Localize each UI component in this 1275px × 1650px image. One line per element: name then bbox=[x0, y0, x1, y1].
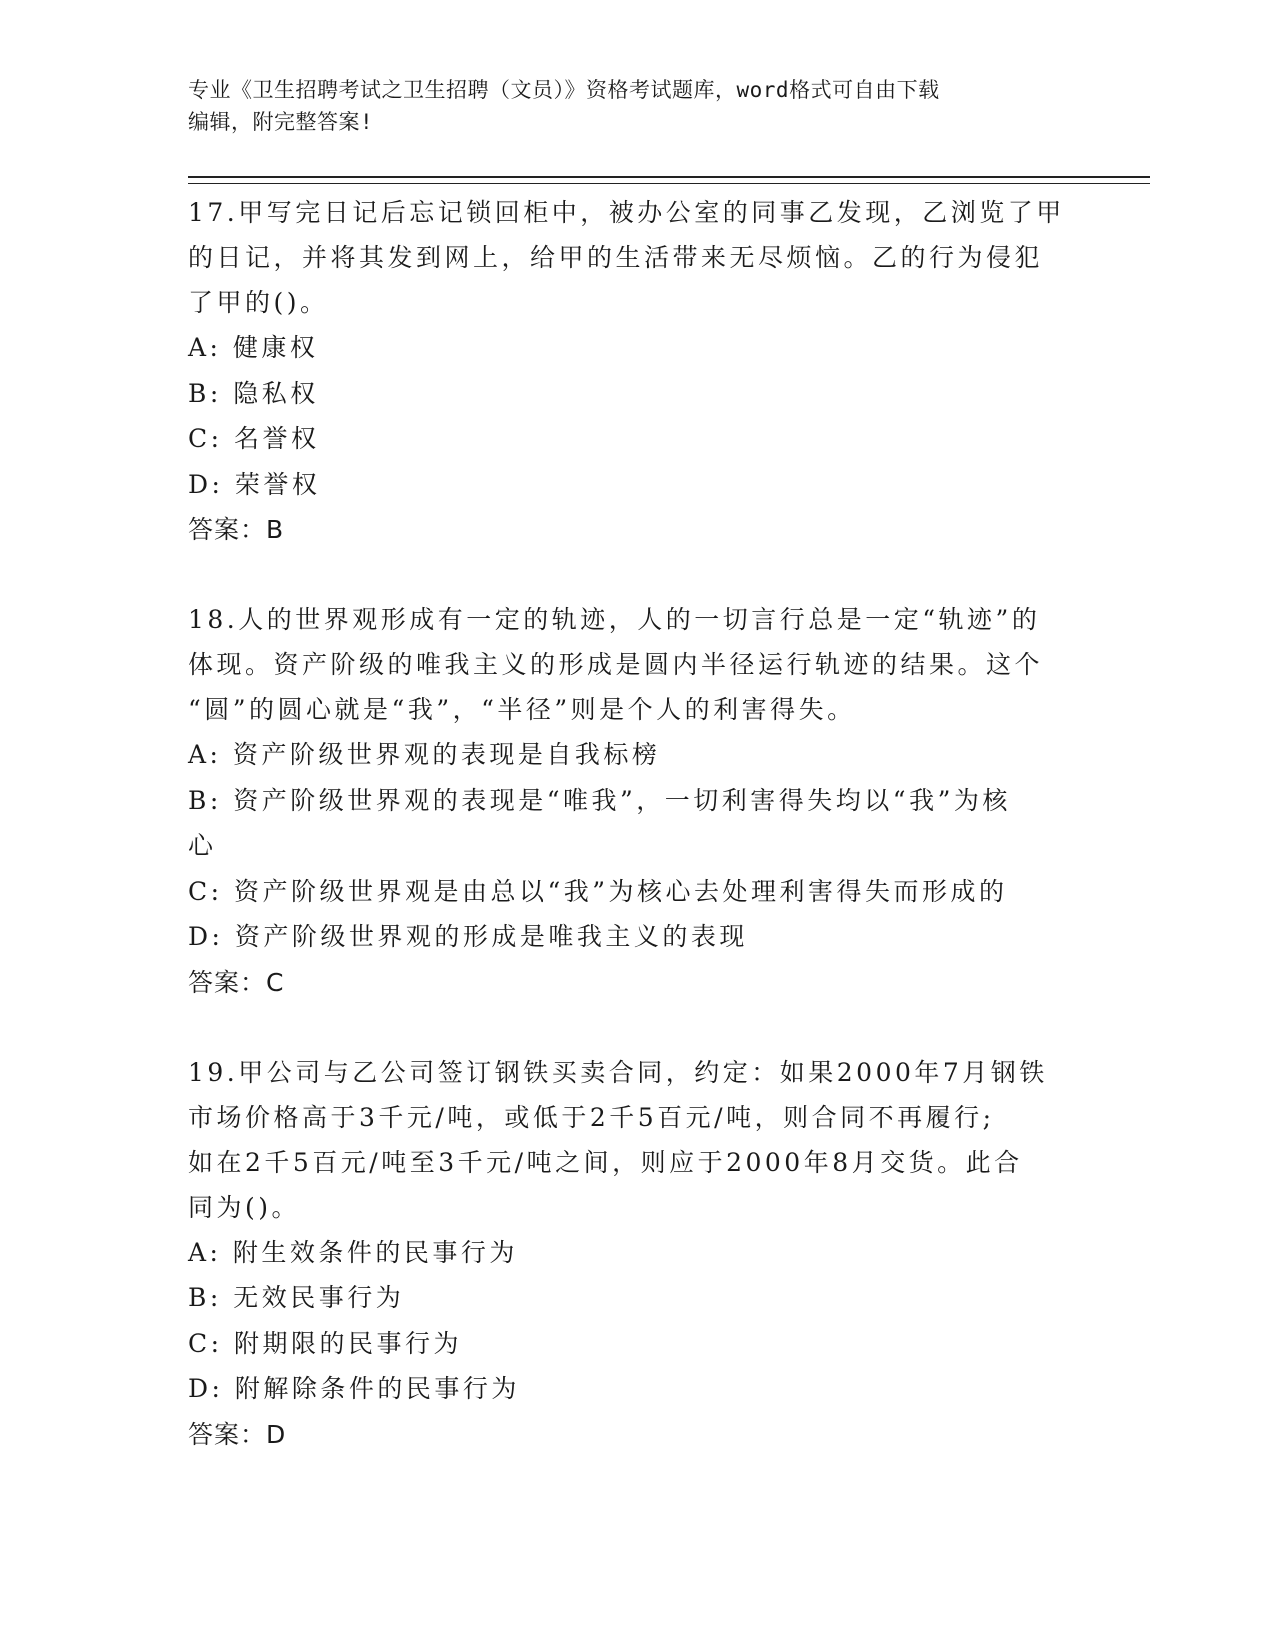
question-stem-line: 了甲的()。 bbox=[188, 288, 329, 317]
option-b: B: 隐私权 bbox=[188, 378, 319, 408]
question-stem-line: 18.人的世界观形成有一定的轨迹，人的一切言行总是一定“轨迹”的 bbox=[188, 605, 1041, 634]
question-stem-line: 体现。资产阶级的唯我主义的形成是圆内半径运行轨迹的结果。这个 bbox=[188, 650, 1044, 679]
header-line-1: 专业《卫生招聘考试之卫生招聘（文员）》资格考试题库，word格式可自由下载 bbox=[188, 78, 940, 102]
answer-label: 答案：C bbox=[188, 967, 285, 997]
question-spacer bbox=[188, 1005, 1088, 1050]
header-rule-thick bbox=[188, 176, 1150, 178]
header-rule-thin bbox=[188, 183, 1150, 184]
question-17 bbox=[188, 190, 1088, 552]
answer-label: 答案：D bbox=[188, 1419, 287, 1449]
option-b-continued: 心 bbox=[188, 831, 217, 860]
option-a: A: 资产阶级世界观的表现是自我标榜 bbox=[188, 740, 661, 769]
question-stem-line: 市场价格高于3千元/吨，或低于2千5百元/吨，则合同不再履行; bbox=[188, 1102, 995, 1132]
option-b: B: 无效民事行为 bbox=[188, 1283, 405, 1312]
option-c: C: 附期限的民事行为 bbox=[188, 1328, 462, 1358]
question-spacer bbox=[188, 552, 1088, 597]
option-c: C: 资产阶级世界观是由总以“我”为核心去处理利害得失而形成的 bbox=[188, 876, 1008, 906]
document-header bbox=[188, 74, 1088, 138]
answer-label: 答案：B bbox=[188, 515, 285, 544]
option-d: D: 资产阶级世界观的形成是唯我主义的表现 bbox=[188, 922, 748, 951]
question-stem-line: 如在2千5百元/吨至3千元/吨之间，则应于2000年8月交货。此合 bbox=[188, 1147, 1023, 1177]
question-stem-line: 17.甲写完日记后忘记锁回柜中，被办公室的同事乙发现，乙浏览了甲 bbox=[188, 198, 1065, 227]
option-d: D: 荣誉权 bbox=[188, 469, 321, 499]
question-stem-line: 同为()。 bbox=[188, 1192, 301, 1222]
question-19 bbox=[188, 1050, 1088, 1457]
question-stem-line: “圆”的圆心就是“我”，“半径”则是个人的利害得失。 bbox=[188, 695, 856, 724]
option-a: A: 附生效条件的民事行为 bbox=[188, 1237, 518, 1267]
header-line-2: 编辑，附完整答案! bbox=[188, 110, 374, 134]
option-a: A: 健康权 bbox=[188, 333, 319, 362]
option-d: D: 附解除条件的民事行为 bbox=[188, 1374, 520, 1403]
question-stem-line: 19.甲公司与乙公司签订钢铁买卖合同，约定：如果2000年7月钢铁 bbox=[188, 1057, 1048, 1087]
question-18 bbox=[188, 597, 1088, 1005]
question-list bbox=[188, 190, 1088, 1457]
question-stem-line: 的日记，并将其发到网上，给甲的生活带来无尽烦恼。乙的行为侵犯 bbox=[188, 243, 1044, 272]
option-c: C: 名誉权 bbox=[188, 424, 320, 453]
option-b: B: 资产阶级世界观的表现是“唯我”，一切利害得失均以“我”为核 bbox=[188, 785, 1011, 815]
